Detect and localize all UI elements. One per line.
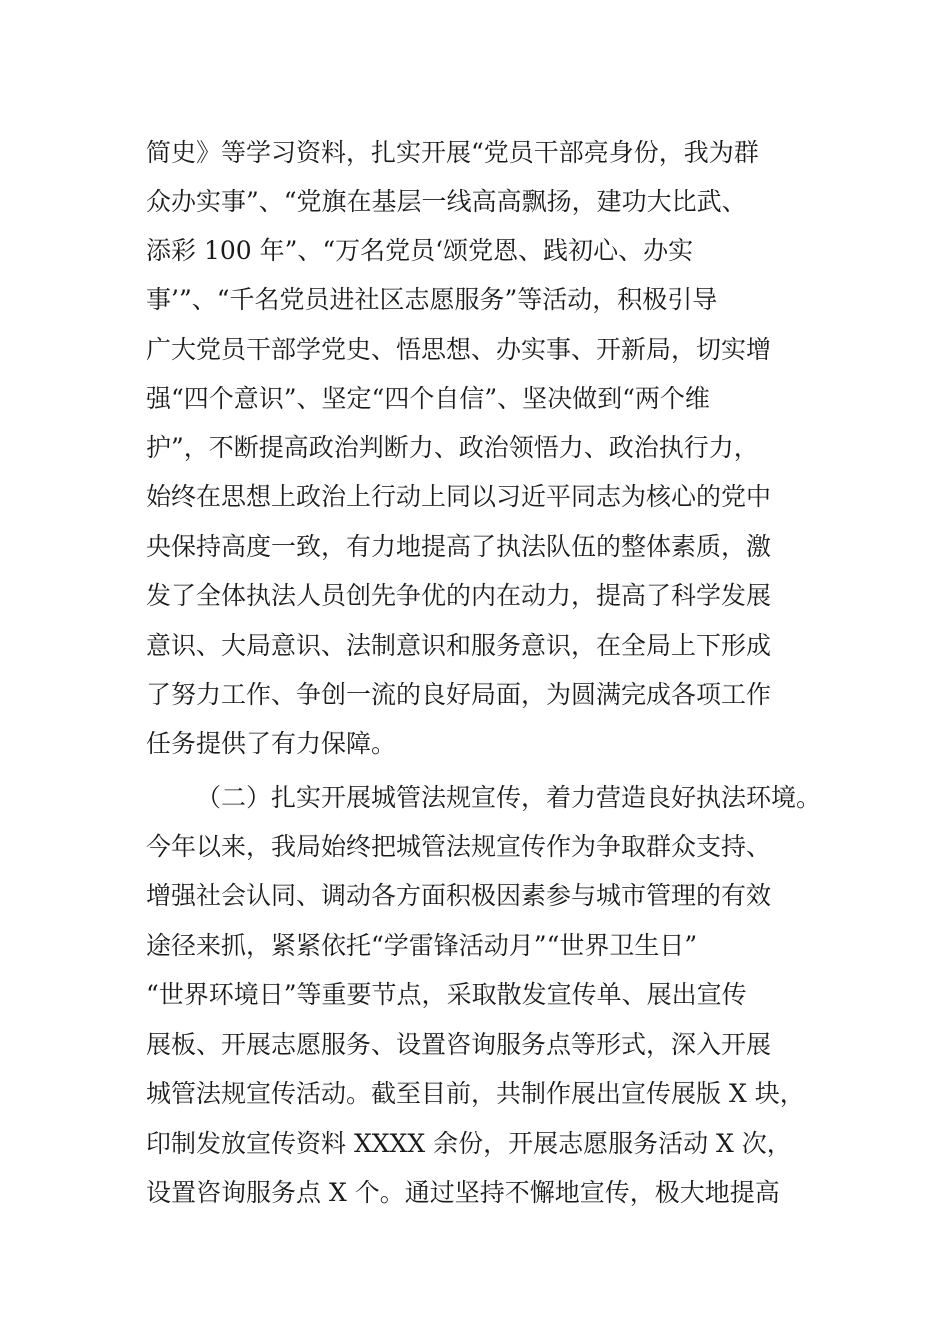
text-line: 央保持高度一致，有力地提高了执法队伍的整体素质，激: [146, 532, 772, 561]
text-line: 广大党员干部学党史、悟思想、办实事、开新局，切实增: [146, 335, 772, 364]
text-line: 始终在思想上政治上行动上同以习近平同志为核心的党中: [146, 482, 772, 511]
text-line: 强“四个意识”、坚定“四个自信”、坚决做到“两个维: [146, 384, 710, 413]
text-line: 添彩 100 年”、“万名党员‘颂党恩、践初心、办实: [146, 236, 694, 265]
text-line: 设置咨询服务点 X 个。通过坚持不懈地宣传，极大地提高: [146, 1178, 780, 1207]
text-line: 护”，不断提高政治判断力、政治领悟力、政治执行力，: [146, 433, 759, 462]
text-line: 发了全体执法人员创先争优的内在动力，提高了科学发展: [146, 581, 772, 610]
text-line: 众办实事”、“党旗在基层一线高高飘扬，建功大比武、: [146, 187, 747, 216]
text-line: 印制发放宣传资料 XXXX 余份，开展志愿服务活动 X 次，: [146, 1129, 792, 1158]
section-heading: （二）扎实开展城管法规宣传，着力营造良好执法环境。: [196, 783, 822, 812]
text-line: 途径来抓，紧紧依托“学雷锋活动月”“世界卫生日”: [146, 931, 698, 960]
text-line: 城管法规宣传活动。截至目前，共制作展出宣传展版 X 块，: [146, 1079, 805, 1108]
text-line: 了努力工作、争创一流的良好局面，为圆满完成各项工作: [146, 680, 772, 709]
text-line: 任务提供了有力保障。: [146, 729, 397, 758]
text-line: 意识、大局意识、法制意识和服务意识，在全局上下形成: [146, 631, 772, 660]
text-line: “世界环境日”等重要节点，采取散发宣传单、展出宣传: [146, 980, 747, 1009]
text-line: 事’”、“千名党员进社区志愿服务”等活动，积极引导: [146, 285, 718, 314]
text-line: 今年以来，我局始终把城管法规宣传作为争取群众支持、: [146, 832, 772, 861]
text-line: 展板、开展志愿服务、设置咨询服务点等形式，深入开展: [146, 1030, 772, 1059]
text-line: 增强社会认同、调动各方面积极因素参与城市管理的有效: [146, 881, 772, 910]
text-line: 简史》等学习资料，扎实开展“党员干部亮身份，我为群: [146, 138, 759, 167]
